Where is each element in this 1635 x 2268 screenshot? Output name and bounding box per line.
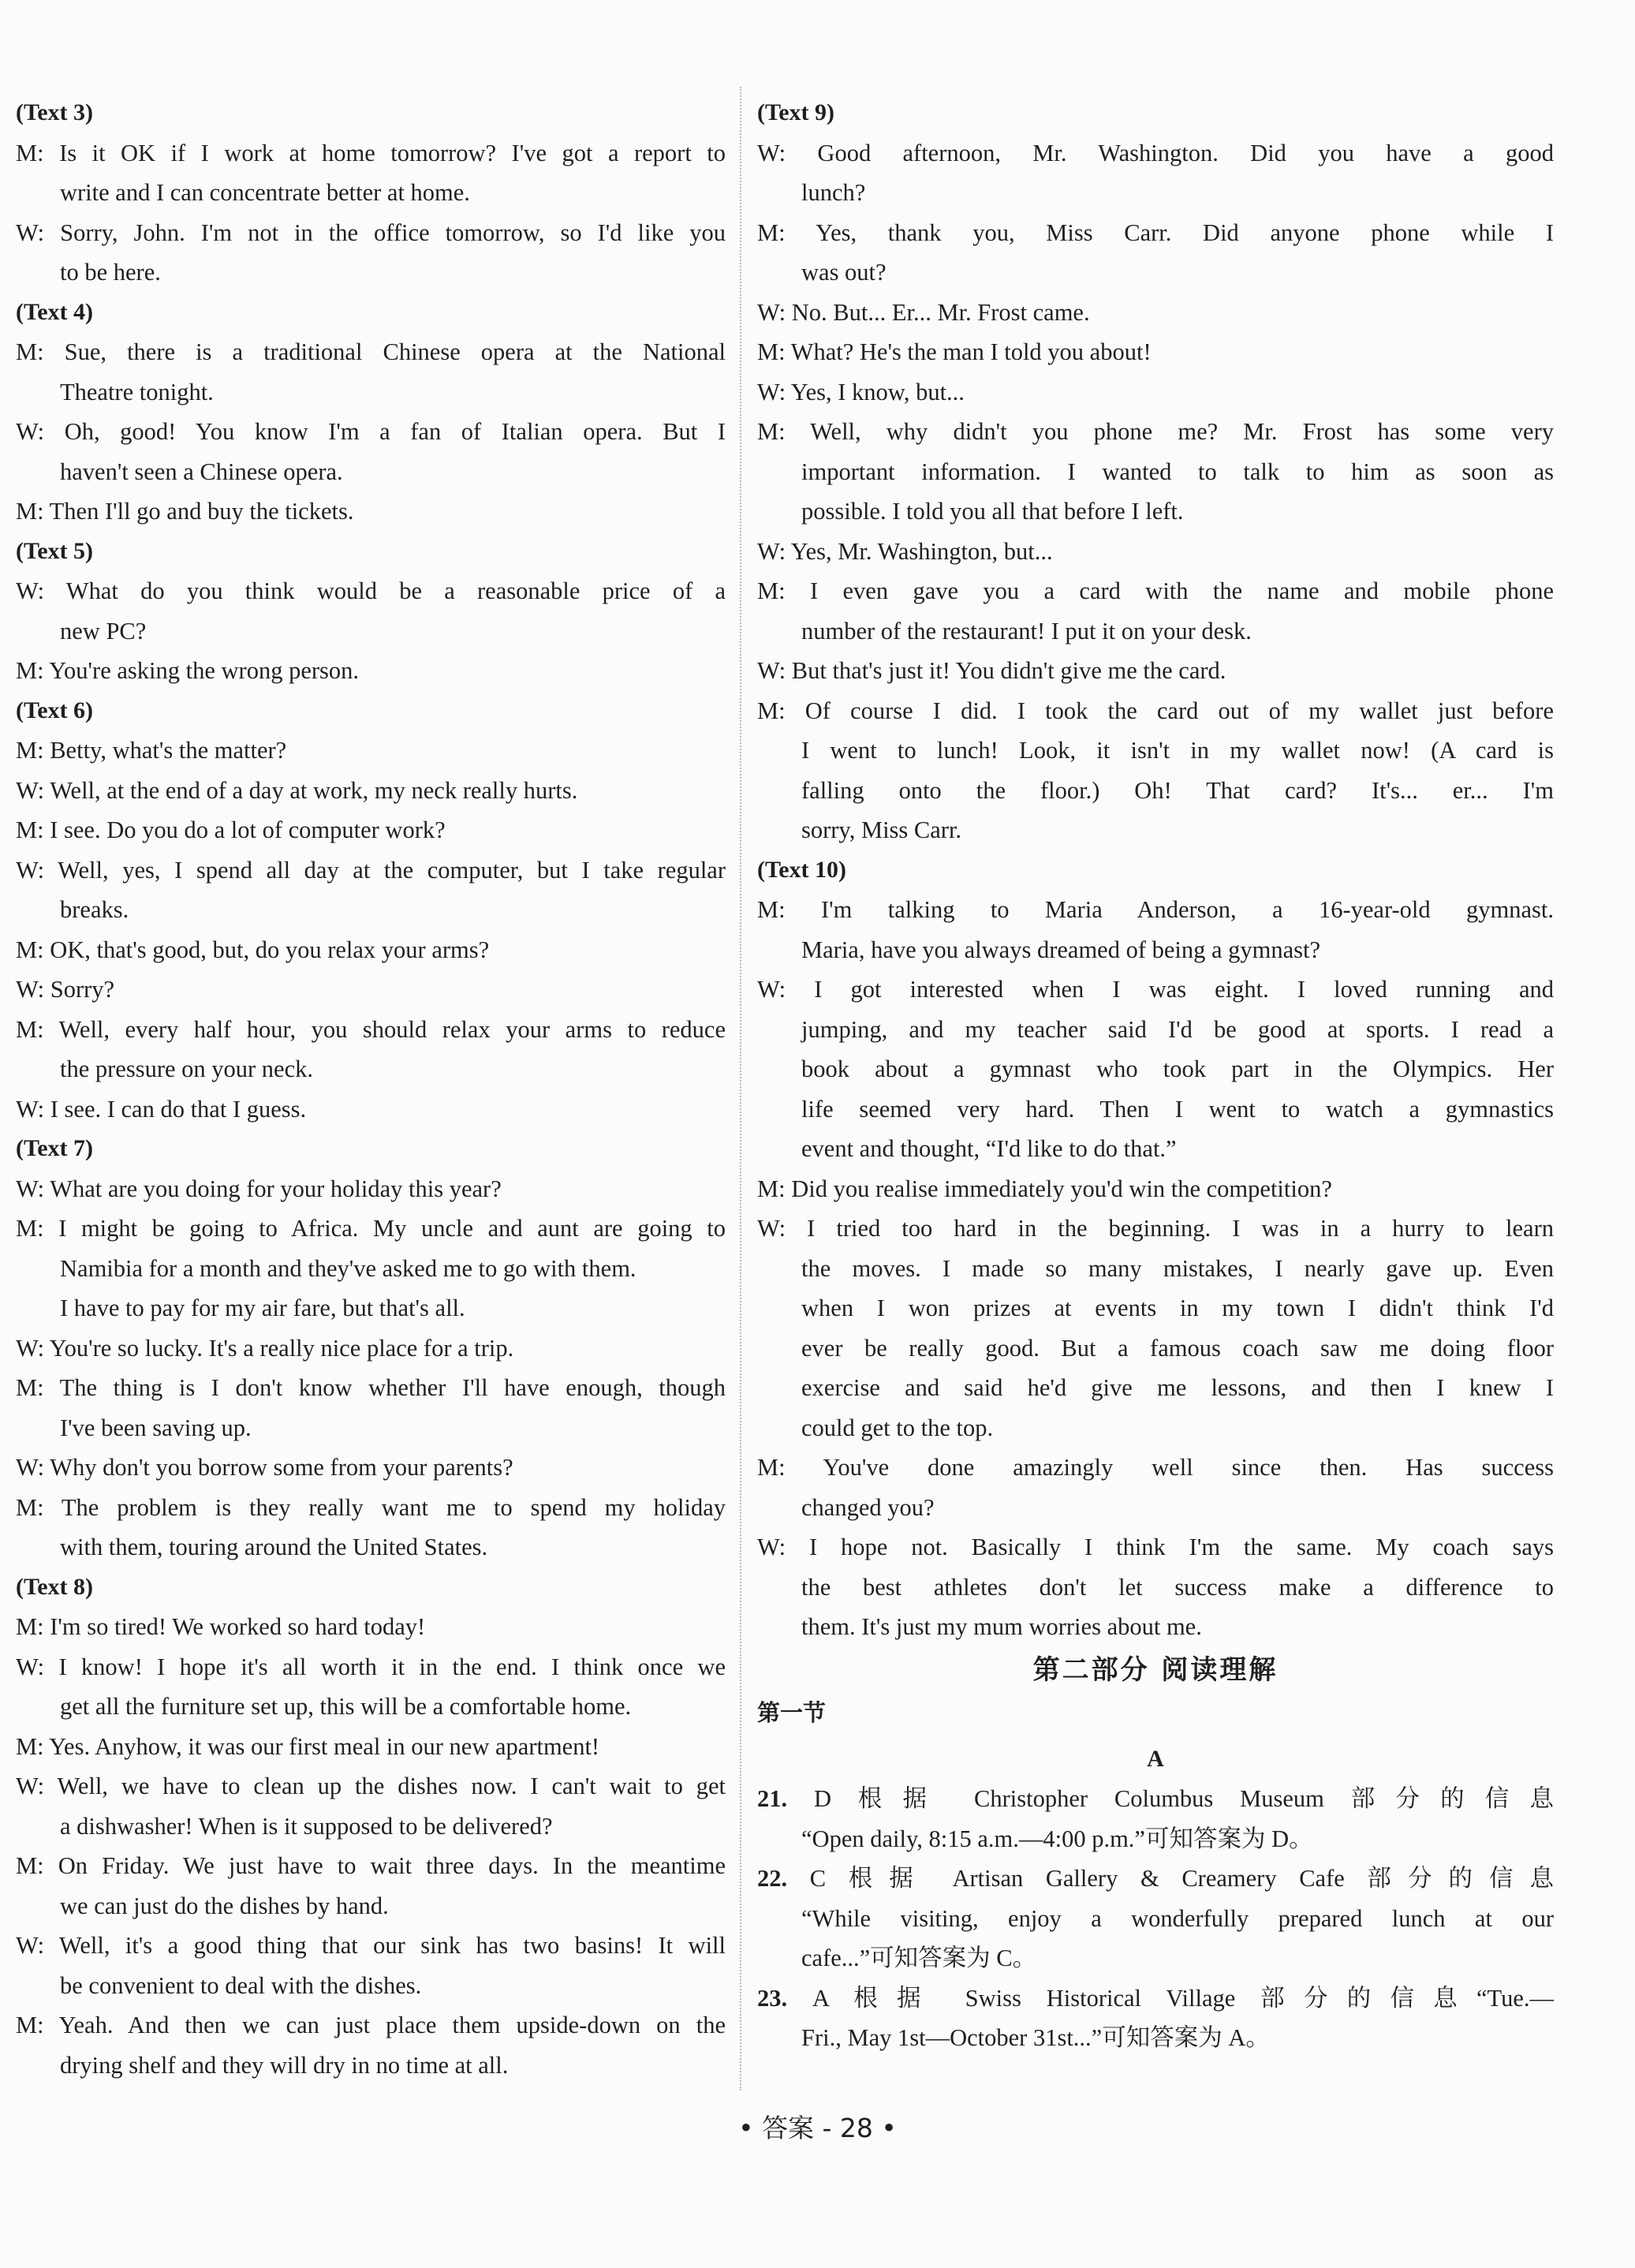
dialogue-line: W: Well, it's a good thing that our sink has two basins! It will [16, 1932, 726, 1959]
dialogue-continuation: important information. I wanted to talk to him as soon as [801, 458, 1554, 485]
dialogue-continuation: was out? [801, 259, 887, 286]
dialogue-continuation: we can just do the dishes by hand. [60, 1892, 389, 1919]
dialogue-continuation: could get to the top. [801, 1414, 994, 1441]
dialogue-continuation: new PC? [60, 617, 147, 645]
dialogue-line: W: Sorry, John. I'm not in the office tomorrow, so I'd like you [16, 219, 726, 246]
dialogue-line: M: You've done amazingly well since then. Has success [757, 1454, 1554, 1481]
dialogue-continuation: when I won prizes at events in my town I didn't think I'd [801, 1295, 1554, 1321]
answer-item [757, 1779, 1554, 1819]
dialogue-line: W: What are you doing for your holiday this year? [16, 1175, 502, 1202]
dialogue-line: M: The thing is I don't know whether I'll have enough, though [16, 1374, 726, 1401]
dialogue-continuation: Theatre tonight. [60, 378, 214, 405]
text-heading: (Text 9) [757, 99, 835, 125]
dialogue-continuation: them. It's just my mum worries about me. [801, 1613, 1202, 1640]
dialogue-line: M: On Friday. We just have to wait three days. In the meantime [16, 1852, 726, 1879]
dialogue-continuation: “While visiting, enjoy a wonderfully prepared lunch at our [801, 1904, 1554, 1932]
dialogue-continuation: Maria, have you always dreamed of being a gymnast? [801, 936, 1321, 963]
dialogue-line: W: But that's just it! You didn't give me the card. [757, 657, 1226, 684]
page-footer: • 答案 - 28 • [738, 2113, 897, 2143]
dialogue-line: M: OK, that's good, but, do you relax your arms? [16, 936, 490, 963]
dialogue-line: M: I'm talking to Maria Anderson, a 16-year-old gymnast. [757, 896, 1554, 923]
dialogue-continuation: the best athletes don't let success make a difference to [801, 1573, 1554, 1601]
dialogue-line: M: What? He's the man I told you about! [757, 338, 1152, 365]
dialogue-line: W: Well, we have to clean up the dishes now. I can't wait to get [16, 1773, 726, 1799]
dialogue-continuation: Fri., May 1st—October 31st...”可知答案为 A。 [801, 2024, 1270, 2051]
text-heading: (Text 4) [16, 298, 94, 325]
dialogue-continuation: possible. I told you all that before I left. [801, 498, 1184, 525]
dialogue-continuation: sorry, Miss Carr. [801, 816, 962, 843]
dialogue-line: M: Well, why didn't you phone me? Mr. Frost has some very [757, 418, 1554, 445]
dialogue-continuation: cafe...”可知答案为 C。 [801, 1945, 1037, 1971]
dialogue-line: W: Good afternoon, Mr. Washington. Did you have a good [757, 139, 1554, 166]
dialogue-line: M: I might be going to Africa. My uncle and aunt are going to [16, 1215, 726, 1242]
dialogue-line: W: Why don't you borrow some from your parents? [16, 1454, 513, 1481]
passage-label: A [1147, 1745, 1164, 1772]
text-heading: (Text 8) [16, 1573, 94, 1600]
dialogue-line: M: Yeah. And then we can just place them upside-down on the [16, 2012, 726, 2038]
dialogue-line: W: You're so lucky. It's a really nice place for a trip. [16, 1334, 514, 1362]
dialogue-line: M: I'm so tired! We worked so hard today! [16, 1613, 426, 1640]
text-heading: (Text 7) [16, 1135, 94, 1161]
dialogue-line: M: I even gave you a card with the name and mobile phone [757, 577, 1554, 604]
right-column [757, 93, 1554, 2058]
dialogue-continuation: I went to lunch! Look, it isn't in my wallet now! (A card is [801, 737, 1554, 764]
dialogue-line: M: Betty, what's the matter? [16, 737, 287, 764]
dialogue-line: W: Well, at the end of a day at work, my neck really hurts. [16, 776, 578, 804]
dialogue-continuation: event and thought, “I'd like to do that.” [801, 1135, 1177, 1162]
dialogue-line: M: Yes, thank you, Miss Carr. Did anyone phone while I [757, 219, 1554, 246]
answer-item [757, 1859, 1554, 1899]
dialogue-line: W: Sorry? [16, 976, 115, 1003]
dialogue-line: M: I see. Do you do a lot of computer work? [16, 816, 446, 843]
dialogue-continuation: a dishwasher! When is it supposed to be delivered? [60, 1812, 553, 1840]
dialogue-line: W: Oh, good! You know I'm a fan of Italian opera. But I [16, 418, 726, 445]
dialogue-line: W: I see. I can do that I guess. [16, 1095, 307, 1123]
dialogue-line: M: The problem is they really want me to spend my holiday [16, 1493, 726, 1521]
dialogue-line: W: Yes, Mr. Washington, but... [757, 537, 1053, 565]
dialogue-continuation: changed you? [801, 1493, 935, 1521]
dialogue-line: W: I got interested when I was eight. I loved running and [757, 976, 1554, 1003]
dialogue-continuation: haven't seen a Chinese opera. [60, 458, 343, 485]
dialogue-line: W: What do you think would be a reasonable price of a [16, 577, 726, 604]
dialogue-continuation: I have to pay for my air fare, but that's all. [60, 1295, 465, 1321]
dialogue-line: M: Of course I did. I took the card out of my wallet just before [757, 697, 1554, 724]
dialogue-continuation: book about a gymnast who took part in the Olympics. Her [801, 1056, 1554, 1082]
answer-number: 21. [757, 1785, 814, 1812]
answer-item [757, 1978, 1554, 2019]
dialogue-continuation: ever be really good. But a famous coach saw me doing floor [801, 1334, 1554, 1362]
dialogue-line: W: Well, yes, I spend all day at the computer, but I take regular [16, 856, 726, 884]
dialogue-continuation: Namibia for a month and they've asked me to go with them. [60, 1254, 636, 1282]
dialogue-continuation: jumping, and my teacher said I'd be good at sports. I read a [801, 1015, 1554, 1043]
subsection-title: 第一节 [757, 1699, 827, 1726]
dialogue-continuation: write and I can concentrate better at home. [60, 179, 470, 206]
answer-number: 22. [757, 1865, 810, 1892]
dialogue-continuation: I've been saving up. [60, 1414, 252, 1441]
dialogue-continuation: drying shelf and they will dry in no time at all. [60, 2051, 509, 2079]
dialogue-line: W: I know! I hope it's all worth it in the end. I think once we [16, 1653, 726, 1680]
dialogue-continuation: with them, touring around the United States. [60, 1534, 488, 1560]
answer-text: D 根据 Christopher Columbus Museum 部分的信息 [813, 1785, 1554, 1812]
dialogue-continuation: be convenient to deal with the dishes. [60, 1971, 422, 1999]
dialogue-continuation: falling onto the floor.) Oh! That card? It's... er... I'm [801, 776, 1554, 804]
dialogue-line: M: Yes. Anyhow, it was our first meal in our new apartment! [16, 1732, 600, 1760]
dialogue-continuation: breaks. [60, 896, 129, 923]
answer-text: C 根据 Artisan Gallery & Creamery Cafe 部分的信息 [809, 1865, 1555, 1892]
text-heading: (Text 10) [757, 856, 847, 883]
dialogue-line: W: No. But... Er... Mr. Frost came. [757, 298, 1090, 326]
dialogue-line: W: I tried too hard in the beginning. I was in a hurry to learn [757, 1215, 1554, 1242]
dialogue-line: W: I hope not. Basically I think I'm the same. My coach says [757, 1534, 1554, 1560]
dialogue-continuation: get all the furniture set up, this will be a comfortable home. [60, 1693, 632, 1720]
dialogue-continuation: the moves. I made so many mistakes, I nearly gave up. Even [801, 1254, 1554, 1282]
dialogue-line: M: Is it OK if I work at home tomorrow? I've got a report to [16, 139, 726, 166]
section-title: 第二部分 阅读理解 [1032, 1653, 1279, 1686]
dialogue-line: W: Yes, I know, but... [757, 378, 965, 405]
dialogue-continuation: number of the restaurant! I put it on your desk. [801, 617, 1252, 645]
text-heading: (Text 6) [16, 697, 94, 723]
column-divider [740, 87, 741, 2091]
dialogue-continuation: exercise and said he'd give me lessons, and then I knew I [801, 1374, 1554, 1401]
dialogue-line: M: Then I'll go and buy the tickets. [16, 498, 354, 525]
dialogue-continuation: “Open daily, 8:15 a.m.—4:00 p.m.”可知答案为 D。 [801, 1825, 1313, 1852]
answer-text: A 根据 Swiss Historical Village 部分的信息“Tue.— [812, 1984, 1554, 2012]
dialogue-line: M: Well, every half hour, you should relax your arms to reduce [16, 1015, 726, 1043]
text-heading: (Text 3) [16, 99, 94, 125]
dialogue-continuation: to be here. [60, 259, 161, 286]
dialogue-continuation: life seemed very hard. Then I went to watch a gymnastics [801, 1095, 1554, 1123]
dialogue-line: M: Sue, there is a traditional Chinese opera at the National [16, 338, 726, 365]
dialogue-line: M: Did you realise immediately you'd win the competition? [757, 1175, 1332, 1202]
dialogue-continuation: lunch? [801, 179, 866, 206]
answer-number: 23. [757, 1984, 813, 2012]
dialogue-continuation: the pressure on your neck. [60, 1056, 313, 1082]
text-heading: (Text 5) [16, 537, 94, 564]
left-column [16, 93, 726, 2085]
dialogue-line: M: You're asking the wrong person. [16, 657, 360, 684]
